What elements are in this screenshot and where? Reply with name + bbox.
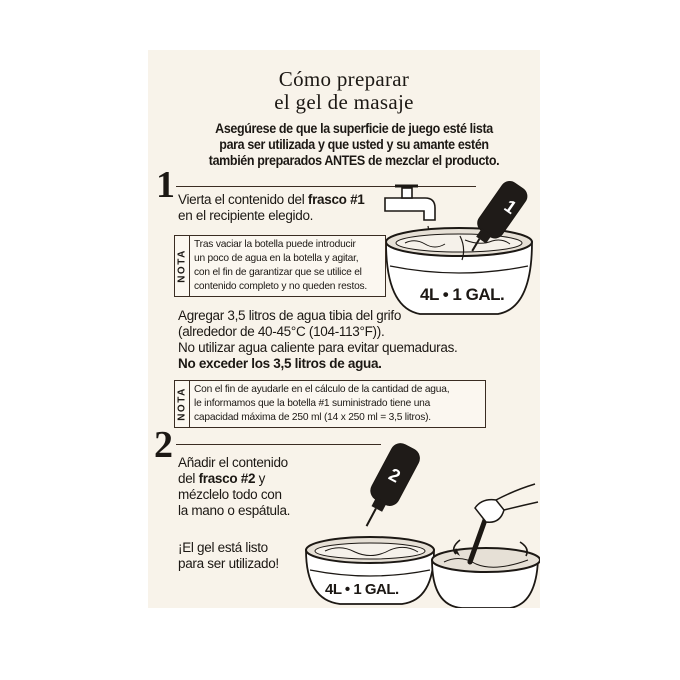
title-line-1: Cómo preparar [278, 67, 410, 91]
water-instructions [178, 308, 518, 372]
water-line-3: No utilizar agua caliente para evitar quemaduras. [178, 340, 458, 355]
step-1-bottle-label: 1 [500, 195, 521, 218]
step-2-line-1: Añadir el contenido [178, 455, 288, 470]
step-2-line-3: mézclelo todo con [178, 487, 282, 502]
water-line-2: (alrededor de 40-45°C (104-113°F)). [178, 324, 385, 339]
bowl-icon-right [432, 548, 540, 608]
step-2-number: 2 [154, 424, 173, 466]
title-line-2: el gel de masaje [274, 90, 414, 114]
intro-line-2: para ser utilizada y que usted y su amante estén [219, 137, 489, 152]
step-2-illustration [300, 432, 540, 608]
step-2-line-4: la mano o espátula. [178, 503, 291, 518]
step-1-number: 1 [156, 164, 175, 206]
water-line-1: Agregar 3,5 litros de agua tibia del grifo [178, 308, 402, 323]
step-2-bottle-label: 2 [385, 464, 404, 487]
note-label-1: NOTA [175, 236, 190, 296]
ready-message [178, 540, 318, 572]
step-1-illustration [380, 168, 538, 318]
water-warning: No exceder los 3,5 litros de agua. [178, 356, 382, 371]
note-1-text: Tras vaciar la botella puede introducir un poco de agua en la botella y agitar, con el fin de garantizar que se utilice el contenido completo y no queden restos. [194, 239, 368, 292]
bottle-icon-2 [354, 440, 423, 534]
page-title [148, 68, 540, 114]
step-1-bowl-label: 4L • 1 GAL. [420, 285, 505, 304]
note-label-2: NOTA [175, 381, 190, 427]
ready-line-1: ¡El gel está listo [178, 540, 268, 555]
step-2-instruction: Añadir el contenido del frasco #2 y mézclelo todo con la mano o espátula. [178, 455, 318, 519]
note-box-2 [174, 380, 486, 428]
step-1-instruction [178, 192, 388, 224]
step-2-bowl-label: 4L • 1 GAL. [325, 581, 399, 598]
note-box-1 [174, 235, 386, 297]
note-2-text: Con el fin de ayudarle en el cálculo de la cantidad de agua, le informamos que la botella #1 suministrado tiene una capacidad máxima de 250 ml (14 x 250 ml = 3,5 litros). [194, 384, 450, 423]
intro-text [192, 121, 516, 169]
intro-line-1: Asegúrese de que la superficie de juego esté lista [215, 121, 493, 136]
step-1-text: Vierta el contenido del [178, 192, 308, 207]
step-1-bottle-ref: frasco #1 [307, 192, 365, 207]
instruction-card [148, 50, 540, 608]
ready-line-2: para ser utilizado! [178, 556, 279, 571]
step-1-text-line-2: en el recipiente elegido. [178, 208, 314, 223]
intro-line-3: también preparados ANTES de mezclar el producto. [208, 153, 500, 168]
step-2-bottle-ref: frasco #2 [198, 471, 256, 486]
